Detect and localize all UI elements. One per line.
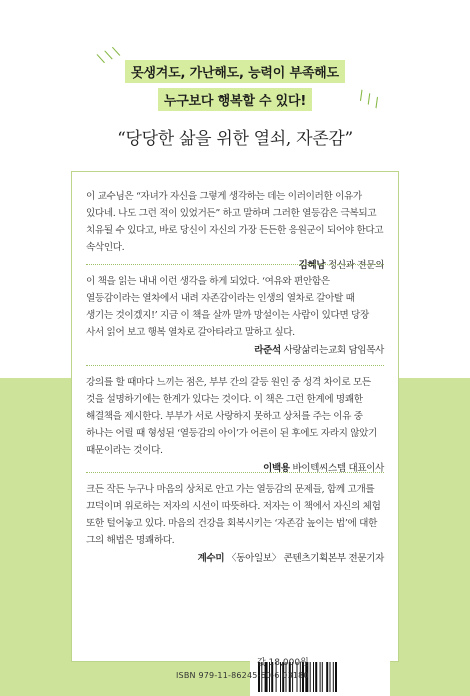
barcode-bar — [322, 662, 323, 692]
review-4-text: 크든 작든 누구나 마음의 상처로 안고 가는 열등감의 문제들, 함께 고개를 끄덕이며 위로하는 저자의 시선이 따뜻하다. 저자는 이 책에서 자신의 체험 또한 털어놓고 있다. 마음의 건강을 회복시키는 ‘자존감 높이는 법’에 대한 그의 해법은 명쾌하다. — [86, 484, 381, 546]
reviews-box — [71, 171, 399, 662]
tagline-quote: “당당한 삶을 위한 열쇠, 자존감” — [117, 129, 353, 149]
divider — [86, 472, 384, 473]
divider — [86, 365, 384, 366]
review-1-attribution — [86, 257, 384, 274]
review-4-name: 계수미 — [197, 553, 225, 564]
barcode-bar — [330, 662, 331, 692]
barcode-bar — [320, 662, 321, 692]
price: 값 18,000원 — [257, 658, 309, 668]
review-3-name: 이백용 — [263, 463, 290, 474]
review-1-text: 이 교수님은 “자녀가 자신을 그렇게 생각하는 데는 이러이러한 이유가 있다네. 나도 그런 적이 있었거든” 하고 말하며 그러한 열등감은 극복되고 치유될 수 있다고, 바로 당신이 자신의 가장 든든한 응원군이 되어야 한다고 속삭인다. — [86, 191, 384, 253]
review-1 — [86, 188, 384, 274]
headline-line-2 — [0, 88, 470, 111]
barcode-bar — [333, 662, 334, 692]
review-1-name: 김혜남 — [298, 260, 326, 271]
review-2-text: 이 책을 읽는 내내 이런 생각을 하게 되었다. ‘여유와 편안함은 열등감이라는 열차에서 내려 자존감이라는 인생의 열차로 갈아탈 때 생기는 것이겠지!’ 지금 이 책을 살까 말까 망설이는 사람이 있다면 당장 사서 읽어 보고 행복 열차로 갈아타라고 말하고 싶다. — [86, 276, 369, 338]
review-2-role: 사랑삶리는교회 담임목사 — [283, 345, 384, 356]
review-2 — [86, 273, 384, 359]
review-1-role: 정신과 전문의 — [328, 260, 384, 271]
barcode-bar — [313, 662, 314, 692]
review-2-name: 라준석 — [254, 345, 281, 356]
barcode-bar — [310, 662, 311, 692]
headline-text-1: 못생겨도, 가난해도, 능력이 부족해도 — [125, 60, 345, 83]
review-3-attribution — [86, 460, 384, 477]
review-3-text: 강의를 할 때마다 느끼는 점은, 부부 간의 갈등 원인 중 성격 차이로 모든 것을 설명하기에는 한계가 있다는 것이다. 이 책은 그런 한계에 명쾌한 해결책을 제시한다. 부부가 서로 사랑하지 못하고 상처를 주는 이유 중 하나는 어릴 때 형성된 ‘열등감의 아이’가 어른이 된 후에도 자라지 않았기 때문이라는 것이다. — [86, 377, 378, 456]
isbn: ISBN 979-11-86245-60-6 03180 — [176, 671, 309, 680]
barcode-bar — [335, 662, 337, 692]
barcode-bar — [326, 662, 328, 692]
barcode-bar — [315, 662, 317, 692]
review-4 — [86, 481, 384, 567]
headline-text-2: 누구보다 행복할 수 있다! — [158, 88, 312, 111]
review-4-attribution — [86, 550, 384, 567]
review-2-attribution — [86, 342, 384, 359]
review-3-role: 바이텍씨스템 대표이사 — [292, 463, 384, 474]
review-4-role: 〈동아일보〉 콘텐츠기획본부 전문기자 — [227, 553, 384, 564]
headline-line-1 — [0, 60, 470, 83]
review-3 — [86, 374, 384, 477]
divider — [86, 264, 384, 265]
